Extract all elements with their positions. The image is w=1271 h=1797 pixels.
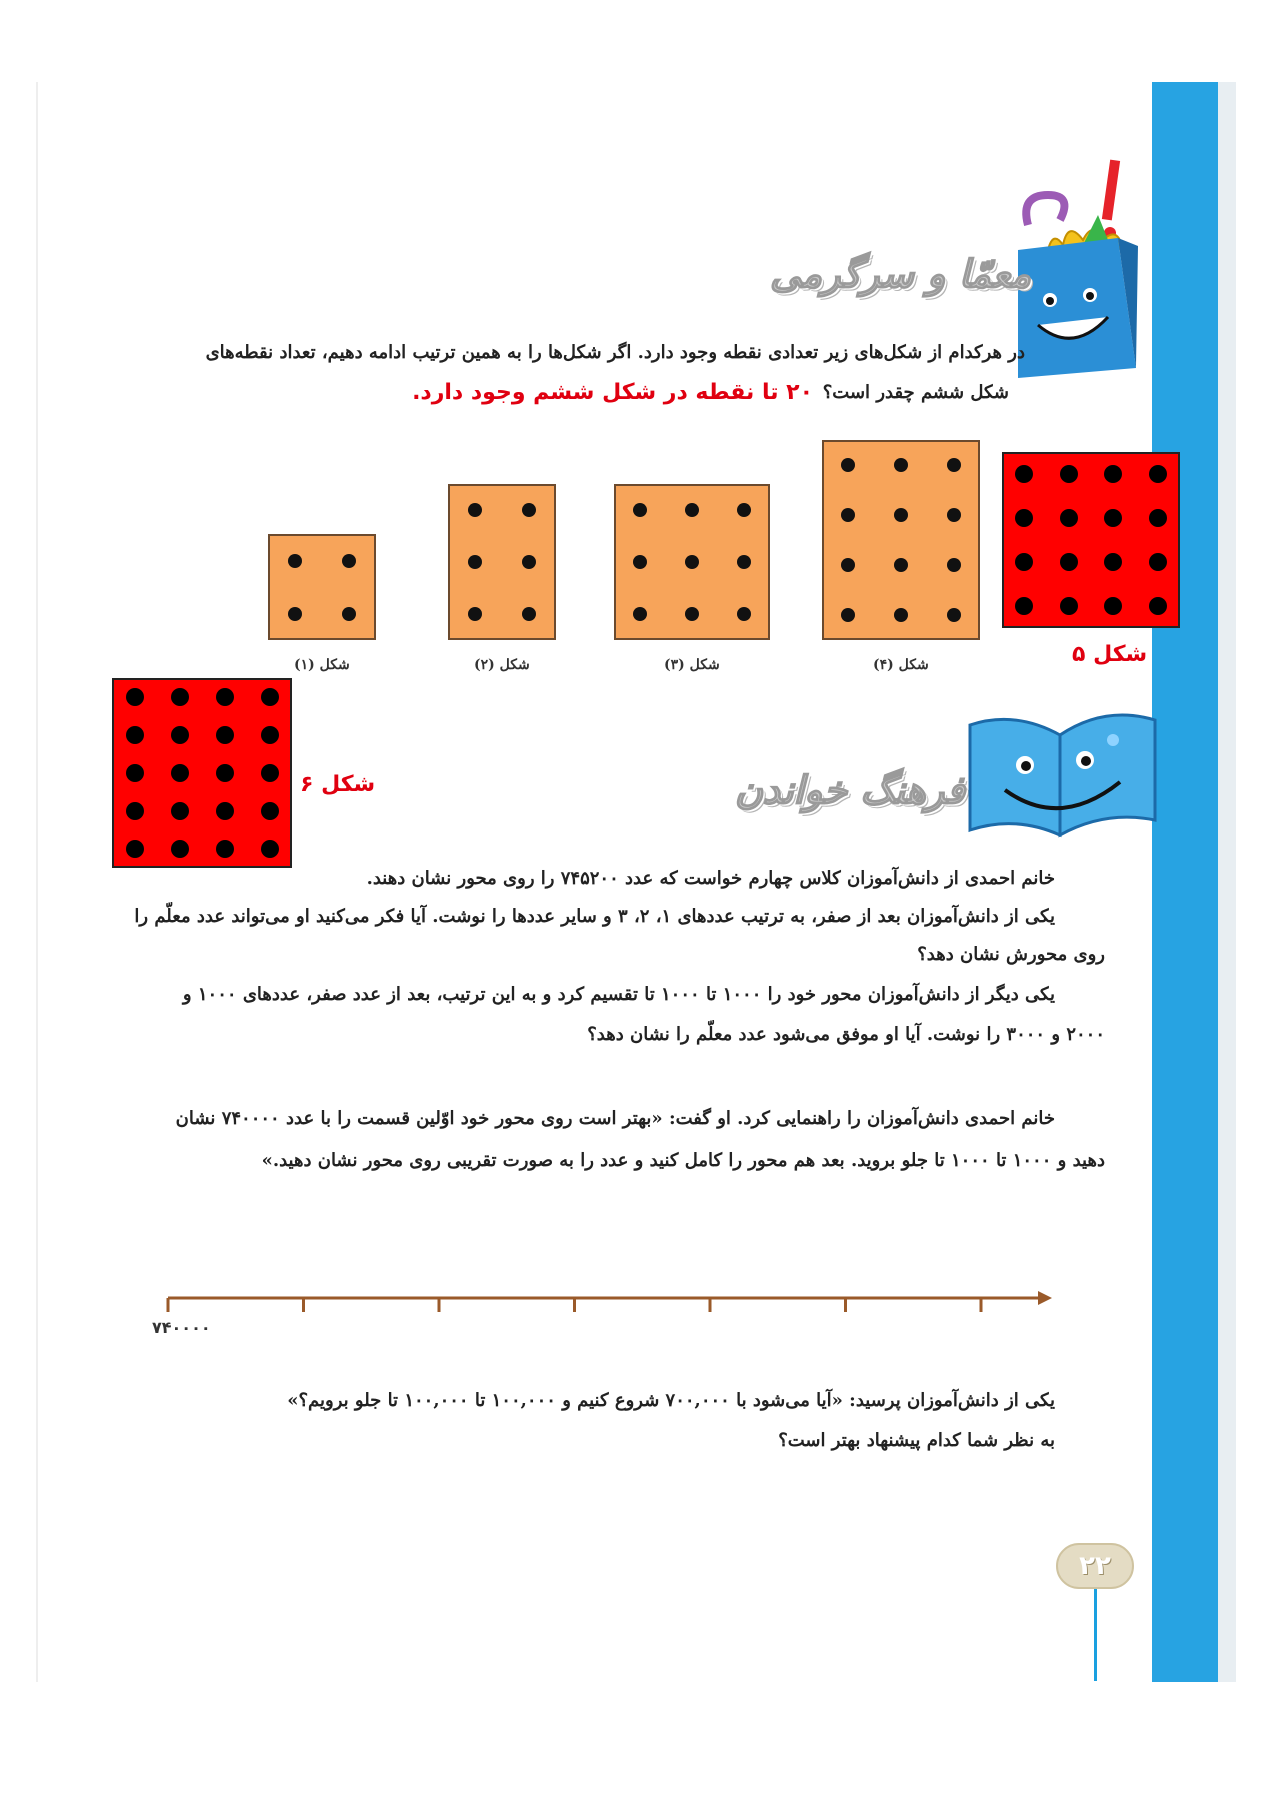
figure-dot [171, 764, 189, 782]
page-number-line [1094, 1589, 1097, 1681]
figure-dot [126, 726, 144, 744]
figure-dot [841, 458, 855, 472]
figure-dot [1060, 465, 1078, 483]
dot-figure-label-3: شکل (۳) [664, 657, 720, 673]
added-dot-figure-6 [112, 678, 292, 868]
figure-dot [171, 726, 189, 744]
figure-dot [261, 726, 279, 744]
figure-dot [216, 840, 234, 858]
figure-dot [1149, 553, 1167, 571]
figure-dot [1104, 553, 1122, 571]
figure-dot [171, 688, 189, 706]
figure-dot [171, 802, 189, 820]
number-line-start-label: ۷۴۰۰۰۰ [152, 1318, 211, 1337]
reading-line-5: ۲۰۰۰ و ۳۰۰۰ را نوشت. آیا او موفق می‌شود عدد معلّم را نشان دهد؟ [587, 1024, 1105, 1045]
figure-dot [894, 458, 908, 472]
number-line [160, 1282, 1060, 1322]
figure-dot [468, 555, 482, 569]
puzzle-question-line1: در هرکدام از شکل‌های زیر تعدادی نقطه وجود دارد. اگر شکل‌ها را به همین ترتیب ادامه دهیم، تعداد نقطه‌های [205, 342, 1025, 363]
reading-line-4: یکی دیگر از دانش‌آموزان محور خود را ۱۰۰۰ تا ۱۰۰۰ تا تقسیم کرد و به این ترتیب، بعد از عدد صفر، عددهای ۱۰۰۰ و [182, 984, 1055, 1005]
figure-dot [261, 802, 279, 820]
reading-line-2: یکی از دانش‌آموزان بعد از صفر، به ترتیب عددهای ۱، ۲، ۳ و سایر عددها را نوشت. آیا فکر می‌کنید او می‌تواند عدد معلّم را [134, 906, 1055, 927]
figure-dot [126, 840, 144, 858]
number-line-arrow [1038, 1291, 1052, 1305]
figure-dot [1015, 465, 1033, 483]
figure-dot [468, 607, 482, 621]
figure-dot [216, 726, 234, 744]
figure-dot [522, 607, 536, 621]
reading-line-7: دهید و ۱۰۰۰ تا ۱۰۰۰ تا جلو بروید. بعد هم محور را کامل کنید و عدد را به صورت تقریبی روی محور نشان دهید.» [261, 1150, 1105, 1171]
added-dot-figure-label-5: شکل ۵ [1072, 642, 1148, 667]
figure-dot [1060, 553, 1078, 571]
added-dot-figure-label-6: شکل ۶ [300, 772, 376, 797]
figure-dot [261, 688, 279, 706]
figure-dot [1104, 465, 1122, 483]
figure-dot [1015, 597, 1033, 615]
figure-dot [1149, 597, 1167, 615]
page-number: ۲۲ [1056, 1543, 1134, 1589]
figure-dot [288, 607, 302, 621]
figure-dot [288, 554, 302, 568]
dot-figure-3 [614, 484, 770, 640]
figure-dot [737, 503, 751, 517]
reading-line-3: روی محورش نشان دهد؟ [917, 944, 1105, 965]
figure-dot [522, 555, 536, 569]
reading-question-1: یکی از دانش‌آموزان پرسید: «آیا می‌شود با ۷۰۰,۰۰۰ شروع کنیم و ۱۰۰,۰۰۰ تا ۱۰۰,۰۰۰ تا جلو برویم؟» [287, 1390, 1055, 1411]
figure-dot [1149, 465, 1167, 483]
figure-dot [171, 840, 189, 858]
figure-dot [216, 688, 234, 706]
figure-dot [1149, 509, 1167, 527]
figure-dot [685, 607, 699, 621]
figure-dot [947, 508, 961, 522]
figure-dot [737, 555, 751, 569]
figure-dot [126, 688, 144, 706]
figure-dot [633, 607, 647, 621]
figure-dot [468, 503, 482, 517]
figure-dot [841, 608, 855, 622]
figure-dot [685, 555, 699, 569]
figure-dot [685, 503, 699, 517]
dot-figure-4 [822, 440, 980, 640]
puzzle-answer: ۲۰ تا نقطه در شکل ششم وجود دارد. [412, 380, 813, 405]
reading-question-2: به نظر شما کدام پیشنهاد بهتر است؟ [778, 1430, 1055, 1451]
reading-line-6: خانم احمدی دانش‌آموزان را راهنمایی کرد. او گفت: «بهتر است روی محور خود اوّلین قسمت را با عدد ۷۴۰۰۰۰ نشان [175, 1108, 1055, 1129]
figure-dot [894, 608, 908, 622]
figure-dot [841, 558, 855, 572]
dot-figure-2 [448, 484, 556, 640]
figure-dot [522, 503, 536, 517]
figure-dot [841, 508, 855, 522]
figure-dot [342, 607, 356, 621]
page-side-bar [1152, 82, 1218, 1682]
puzzle-heading: معمّا و سرگرمی [770, 252, 1031, 296]
reading-heading: فرهنگ خواندن [735, 768, 965, 812]
figure-dot [261, 764, 279, 782]
book-illustration [965, 705, 1160, 840]
dot-figure-1 [268, 534, 376, 640]
figure-dot [1104, 597, 1122, 615]
figure-dot [947, 458, 961, 472]
figure-dot [261, 840, 279, 858]
figure-dot [216, 764, 234, 782]
figure-dot [633, 555, 647, 569]
figure-dot [894, 508, 908, 522]
dot-figure-label-4: شکل (۴) [873, 657, 929, 673]
figure-dot [894, 558, 908, 572]
page-edge [1218, 82, 1236, 1682]
figure-dot [1015, 509, 1033, 527]
reading-line-1: خانم احمدی از دانش‌آموزان کلاس چهارم خواست که عدد ۷۴۵۲۰۰ را روی محور نشان دهند. [366, 868, 1055, 889]
added-dot-figure-5 [1002, 452, 1180, 628]
figure-dot [1104, 509, 1122, 527]
figure-dot [1015, 553, 1033, 571]
figure-dot [342, 554, 356, 568]
puzzle-question-line2: شکل ششم چقدر است؟ [822, 382, 1009, 403]
figure-dot [1060, 509, 1078, 527]
dot-figure-label-1: شکل (۱) [294, 657, 350, 673]
figure-dot [737, 607, 751, 621]
figure-dot [633, 503, 647, 517]
dot-figure-label-2: شکل (۲) [474, 657, 530, 673]
figure-dot [1060, 597, 1078, 615]
figure-dot [947, 608, 961, 622]
figure-dot [126, 802, 144, 820]
figure-dot [216, 802, 234, 820]
figure-dot [947, 558, 961, 572]
figure-dot [126, 764, 144, 782]
